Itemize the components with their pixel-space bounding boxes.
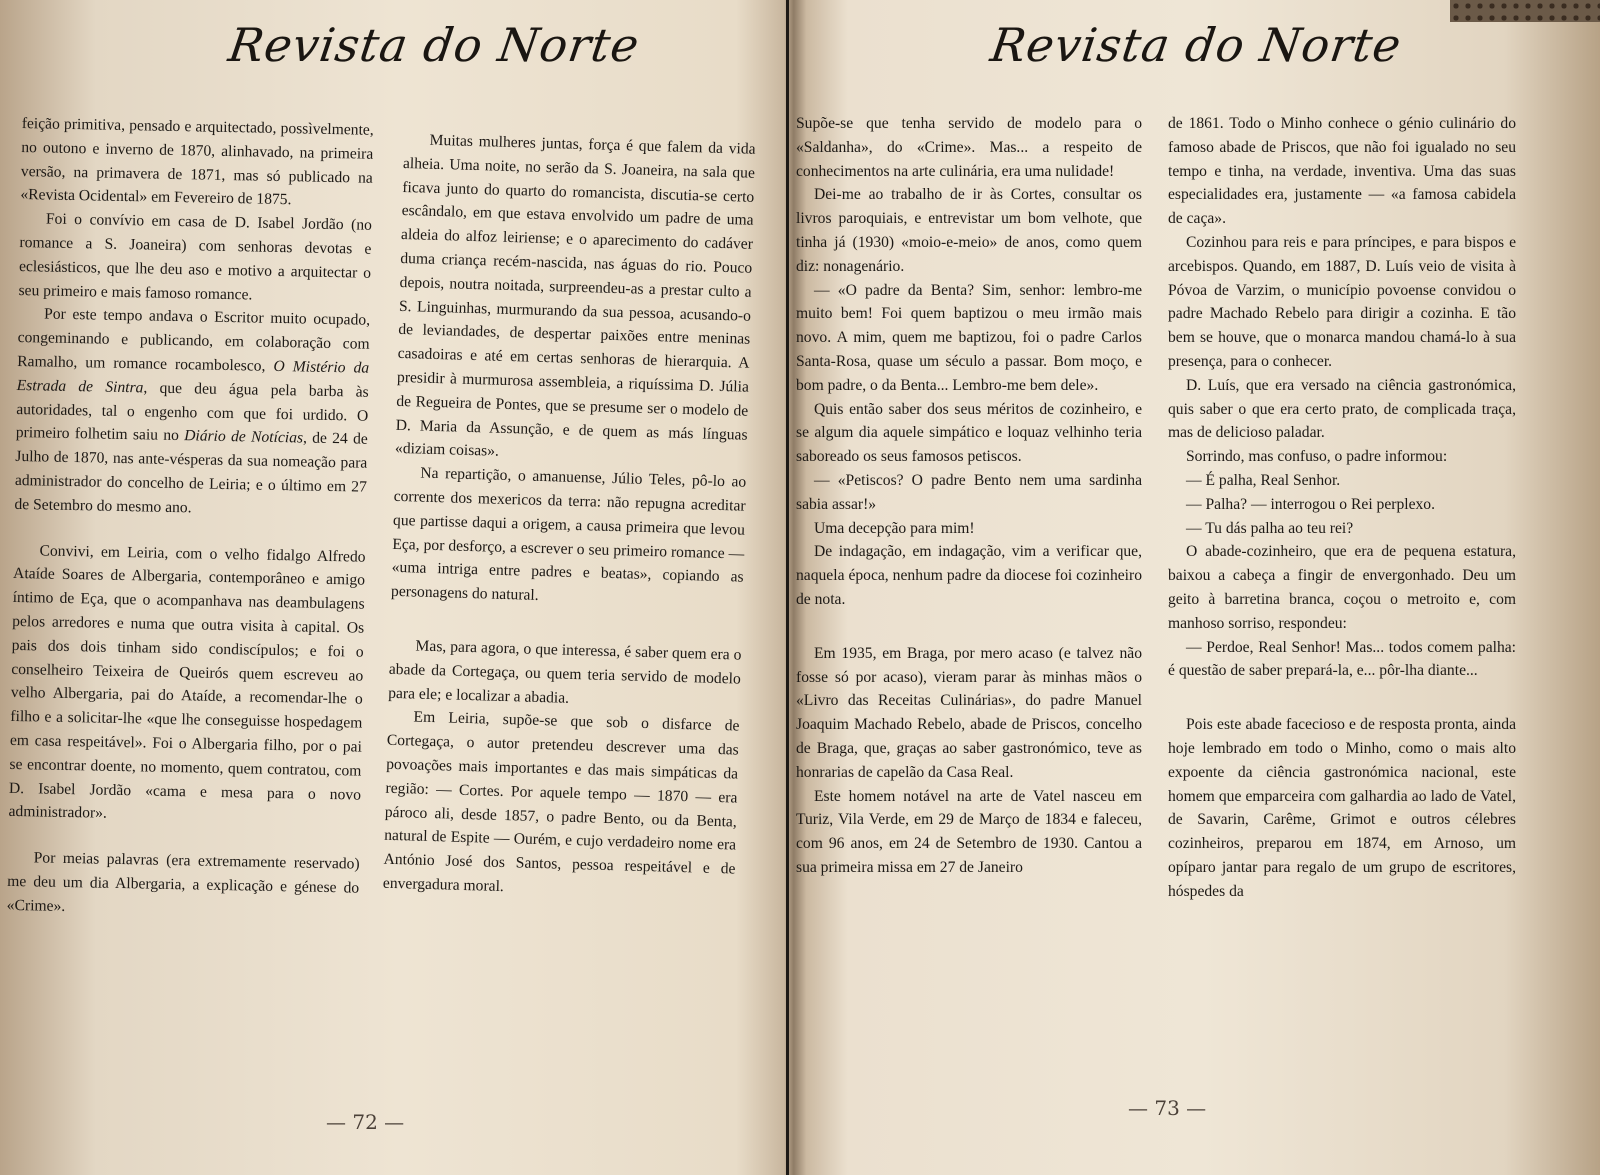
left-column-1 bbox=[7, 112, 374, 924]
paragraph: feição primitiva, pensado e arquitectado, possìvelmente, no outono e inverno de 1870, alinhavado, na primeira versão, na primavera de 1871, mas só publicado na «Revista Ocidental» em Fevereiro de 1875. bbox=[20, 114, 374, 209]
right-column-2 bbox=[1168, 112, 1516, 904]
left-column-2 bbox=[383, 128, 756, 905]
paragraph: Este homem notável na arte de Vatel nasceu em Turiz, Vila Verde, em 29 de Março de 1834 e faleceu, com 96 anos, em 24 de Setembro de 1930. Cantou a sua primeira missa em 27 de Janeiro bbox=[796, 787, 1142, 876]
paragraph: Pois este abade facecioso e de resposta pronta, ainda hoje lembrado em todo o Minho, como o mais alto expoente da ciência gastronómica nacional, este homem que emparceira com galhardia ao lado de Vatel, de Savarin, Carême, Grimot e outros célebres cozinheiros, preparou em 1874, em Arnoso, um opíparo jantar para regalo de um grupo de escritores, hóspedes da bbox=[1168, 716, 1516, 900]
paragraph: Cozinhou para reis e para príncipes, e para bispos e arcebispos. Quando, em 1887, D. Luís veio de visita à Póvoa de Varzim, o município povoense convidou o padre Machado Rebelo para dirigir a cozinha. E tão bem se houve, que o monarca mandou chamá-lo à sua presença, para o conhecer. bbox=[1168, 233, 1516, 370]
page-number-right: — 73 — bbox=[1128, 1096, 1207, 1120]
newspaper-title: Diário de Notícias bbox=[184, 427, 304, 447]
paragraph: Muitas mulheres juntas, força é que falem da vida alheia. Uma noite, no serão da S. Joaneira, na sala que ficava junto do quarto do romancista, discutia-se certo escândalo, em que estava envolvido um padre de uma aldeia do alfoz leiriense; e o aparecimento do cadáver duma criança recém-nascida, nas águas do rio. Pouco depois, noutra noitada, surpreendeu-as a prestar culto a S. Linguinhas, murmurando da sua pessoa, acusando-o de leviandades, de despertar paixões entre meninas casadoiras e até em certas senhoras de hierarquia. A presidir à murmurosa assembleia, a riquíssima D. Júlia de Regueira de Pontes, que se presume ser o modelo de D. Maria da Assunção, e de quem as más línguas «diziam coisas». bbox=[394, 131, 756, 461]
paragraph: O abade-cozinheiro, que era de pequena estatura, baixou a cabeça a fingir de envergonhado. Deu um geito à barretina branca, coçou o metroito e, com manhoso sorriso, respondeu: bbox=[1168, 543, 1516, 632]
paragraph: Mas, para agora, o que interessa, é saber quem era o abade da Cortegaça, ou quem teria servido de modelo para ele; e localizar a abadia. bbox=[387, 637, 742, 707]
paragraph: De indagação, em indagação, vim a verificar que, naquela época, nenhum padre da diocese foi cozinheiro de nota. bbox=[796, 543, 1142, 608]
paragraph: Em Leiria, supõe-se que sob o disfarce de Cortegaça, o autor pretendeu descrever uma das povoações mais importantes e das mais simpáticas da região: — Cortes. Por aquele tempo — 1870 — era pároco ali, desde 1857, o padre Bento, ou da Benta, natural de Espite — Ourém, e cujo verdadeiro nome era António José dos Santos, pessoa respeitável e de envergadura moral. bbox=[382, 708, 740, 895]
page-gutter bbox=[786, 0, 789, 1175]
paragraph: — Perdoe, Real Senhor! Mas... todos comem palha: é questão de saber prepará-la, e... pôr-lha diante... bbox=[1168, 638, 1516, 680]
paragraph: Supõe-se que tenha servido de modelo para o «Saldanha», do «Crime». Mas... a respeito de conhecimentos na arte culinária, era uma nulidade! bbox=[796, 115, 1142, 180]
right-column-1 bbox=[796, 112, 1142, 880]
paragraph: — É palha, Real Senhor. bbox=[1186, 471, 1341, 489]
paragraph: Em 1935, em Braga, por mero acaso (e talvez não fosse só por acaso), vieram parar às minhas mãos o «Livro das Receitas Culinárias», do padre Manuel Joaquim Machado Rebelo, abade de Priscos, concelho de Braga, que, graças ao saber gastronómico, teve as honrarias de capelão da Casa Real. bbox=[796, 644, 1142, 781]
left-page bbox=[0, 0, 790, 1175]
paragraph: — «Petiscos? O padre Bento nem uma sardinha sabia assar!» bbox=[796, 471, 1142, 513]
paragraph: Quis então saber dos seus méritos de cozinheiro, e se algum dia aquele simpático e loquaz velhinho teria saboreado os seus famosos petiscos. bbox=[796, 400, 1142, 466]
book-title: O Mistério da Estrada de Sintra bbox=[16, 357, 370, 397]
paragraph: Sorrindo, mas confuso, o padre informou: bbox=[1186, 448, 1448, 466]
paragraph: — Palha? — interrogou o Rei perplexo. bbox=[1186, 495, 1436, 513]
paragraph: Uma decepção para mim! bbox=[814, 519, 975, 537]
right-page bbox=[790, 0, 1600, 1175]
masthead-right: Revista do Norte bbox=[987, 18, 1406, 72]
paragraph: Foi o convívio em casa de D. Isabel Jordão (no romance a S. Joaneira) com senhoras devotas e eclesiásticos, que lhe deu aso e motivo a arquitectar o seu primeiro e mais famoso romance. bbox=[18, 210, 373, 304]
paragraph: D. Luís, que era versado na ciência gastronómica, quis saber o que era certo prato, de complicada traça, mas de delicioso paladar. bbox=[1168, 376, 1516, 442]
paragraph: Por este tempo andava o Escritor muito ocupado, congeminando e publicando, em colaboração com Ramalho, um romance rocambolesco, O Mistério da Estrada de Sintra, que deu água pela barba às autoridades, tal o engenho com que foi urdido. O primeiro folhetim saiu no Diário de Notícias, de 24 de Julho de 1870, nas ante-vésperas da sua nomeação para administrador do concelho de Leiria; e o último em 27 de Setembro do mesmo ano. bbox=[14, 305, 371, 517]
paragraph: de 1861. Todo o Minho conhece o génio culinário do famoso abade de Priscos, que não foi igualado no seu tempo e tinha, na verdade, inventiva. Uma das suas especialidades era, justamente — «a famosa cabidela de caça». bbox=[1168, 115, 1516, 228]
paragraph: Dei-me ao trabalho de ir às Cortes, consultar os livros paroquiais, e entrevistar um bom velhote, que tinha já (1930) «moio-e-meio» de anos, como quem diz: nonagenário. bbox=[796, 186, 1142, 275]
paragraph: Convivi, em Leiria, com o velho fidalgo Alfredo Ataíde Soares de Albergaria, contemporâneo e amigo íntimo de Eça, que o acompanhava nas deambulagens pelos arredores e numa que outra visita à capital. Os pais dos dois tinham sido condiscípulos; e foi o conselheiro Teixeira de Queirós quem escreveu ao velho Albergaria, pai do Ataíde, a recomendar-lhe o filho e a solicitar-lhe «que lhe conseguisse hospedagem em casa respeitável». Foi o Albergaria filho, por o pai se encontrar doente, no momento, quem contratou, com D. Isabel Jordão «cama e mesa para o novo administrador». bbox=[8, 541, 366, 823]
paragraph: Na repartição, o amanuense, Júlio Teles, pô-lo ao corrente dos mexericos da terra: não repugna acreditar que partisse daqui a origem, a causa primeira que levou Eça, por desforço, a escrever o seu primeiro romance — «uma intriga entre padres e beatas», copiando as personagens do natural. bbox=[390, 464, 747, 605]
page-number-left: — 72 — bbox=[326, 1110, 405, 1134]
paragraph: — Tu dás palha ao teu rei? bbox=[1186, 519, 1354, 537]
paragraph: — «O padre da Benta? Sim, senhor: lembro-me muito bem! Foi quem baptizou o meu irmão mais novo. A mim, quem me baptizou, foi o padre Carlos Santa-Rosa, quase um século a passar. Bom moço, e bom padre, o da Benta... Lembro-me bem dele». bbox=[796, 281, 1142, 394]
paragraph: Por meias palavras (era extremamente reservado) me deu um dia Albergaria, a explicação e génese do «Crime». bbox=[6, 849, 360, 915]
masthead-left: Revista do Norte bbox=[225, 18, 644, 72]
